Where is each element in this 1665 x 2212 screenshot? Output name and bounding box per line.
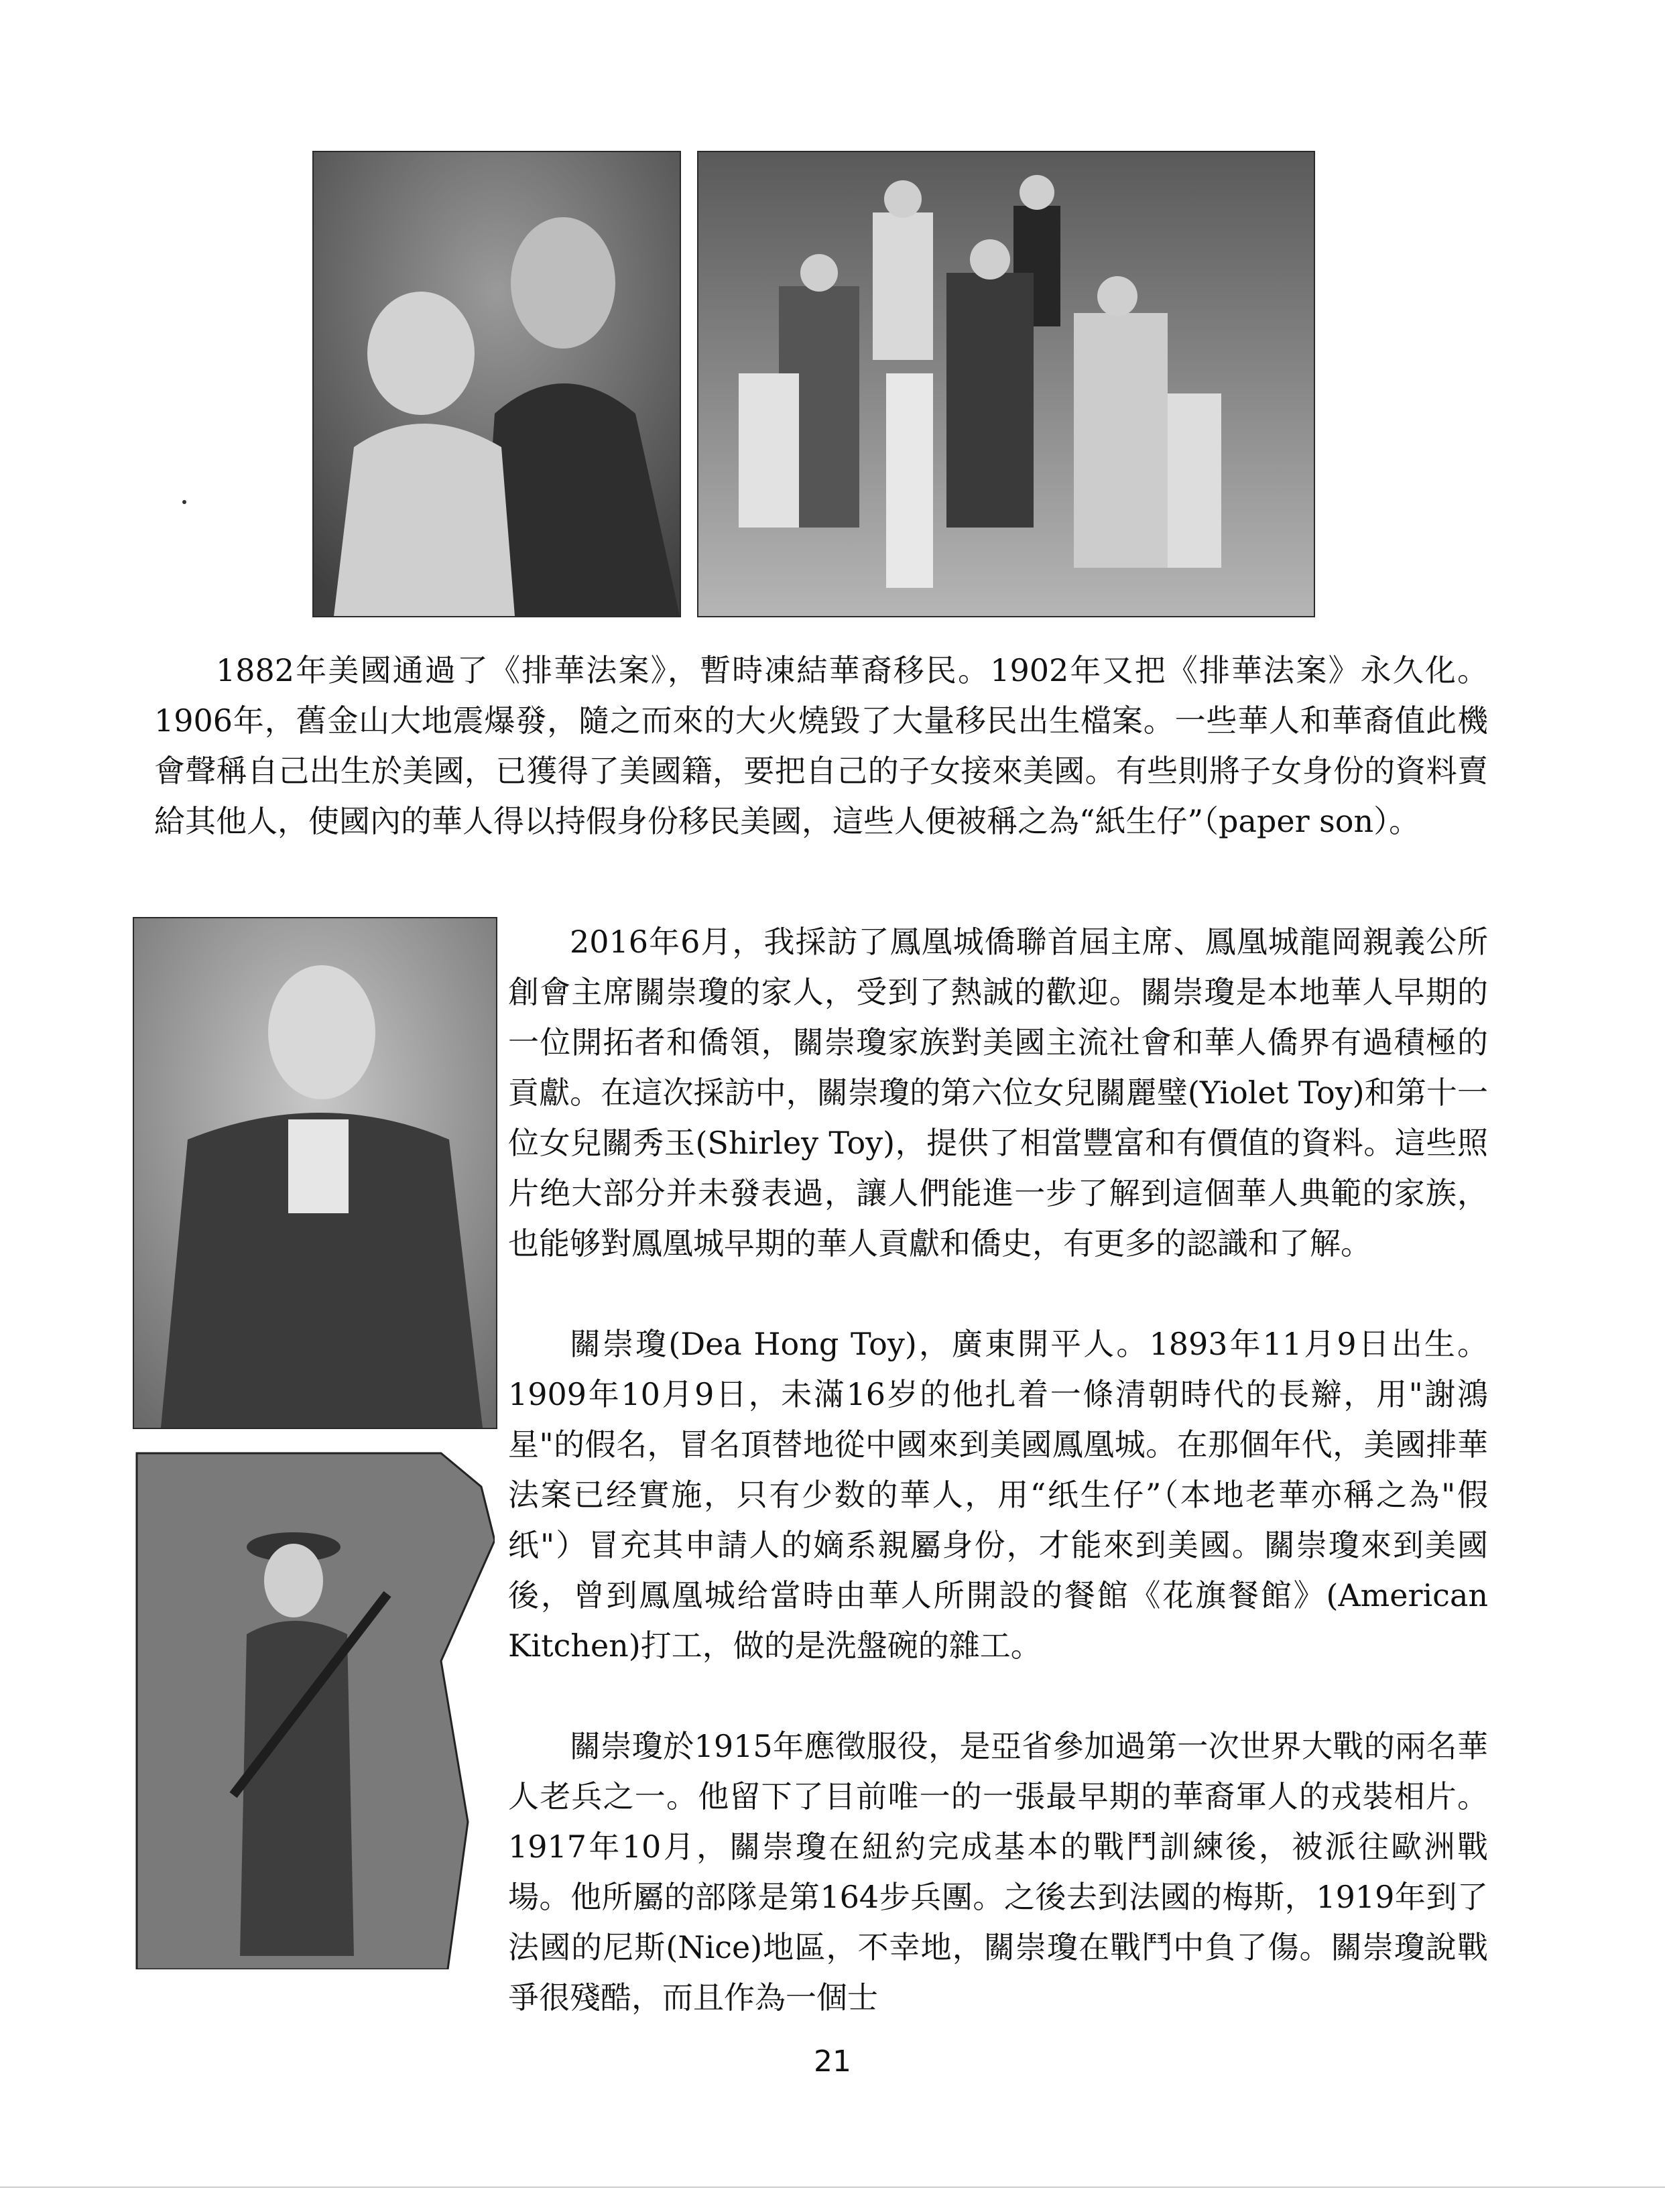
young-man-photo — [133, 917, 497, 1429]
couple-photo — [312, 151, 681, 617]
couple-photo-image — [314, 152, 680, 616]
page-number: 21 — [814, 2044, 851, 2079]
soldier-photo-image — [133, 1447, 495, 1969]
paragraph-interview: 2016年6月，我採訪了鳳凰城僑聯首屆主席、鳳凰城龍岡親義公所創會主席關崇瓊的家人，受到了熱誠的歡迎。關崇瓊是本地華人早期的一位開拓者和僑領，關崇瓊家族對美國主流社會和華人僑界有過積極的貢獻。在這次採訪中，關崇瓊的第六位女兒關麗璧(Yiolet Toy)和第十一位女兒關秀玉(Shirley Toy)，提供了相當豐富和有價值的資料。這些照片绝大部分并未發表過，讓人們能進一步了解到這個華人典範的家族，也能够對鳳凰城早期的華人貢獻和僑史，有更多的認識和了解。 — [508, 924, 1488, 1262]
family-photo — [697, 151, 1315, 617]
family-photo-image — [698, 152, 1314, 616]
scan-edge-line — [0, 2187, 1665, 2188]
paragraph-exclusion-act: 1882年美國通過了《排華法案》，暫時凍結華裔移民。1902年又把《排華法案》永久化。1906年，舊金山大地震爆發，隨之而來的大火燒毀了大量移民出生檔案。一些華人和華裔值此機會聲稱自己出生於美國，已獲得了美國籍，要把自己的子女接來美國。有些則將子女身份的資料賣給其他人，使國內的華人得以持假身份移民美國，這些人便被稱之為“紙生仔”（paper son）。 — [154, 652, 1488, 839]
paragraph-military-service: 關崇瓊於1915年應徵服役，是亞省參加過第一次世界大戰的兩名華人老兵之一。他留下了目前唯一的一張最早期的華裔軍人的戎裝相片。1917年10月，關崇瓊在紐約完成基本的戰鬥訓練後，被派往歐洲戰場。他所屬的部隊是第164步兵團。之後去到法國的梅斯，1919年到了法國的尼斯(Nice)地區，不幸地，關崇瓊在戰鬥中負了傷。關崇瓊說戰爭很殘酷，而且作為一個士 — [508, 1728, 1488, 2016]
paragraph-biography: 關崇瓊(Dea Hong Toy)，廣東開平人。1893年11月9日出生。1909年10月9日，未滿16岁的他扎着一條清朝時代的長辮，用"謝鴻星"的假名，冒名頂替地從中國來到美國鳳凰城。在那個年代，美國排華法案已经實施，只有少数的華人，用“纸生仔”（本地老華亦稱之為"假纸"）冒充其申請人的嫡系親屬身份，才能來到美國。關崇瓊來到美國後，曾到鳳凰城给當時由華人所開設的餐館《花旗餐館》(American Kitchen)打工，做的是洗盤碗的雜工。 — [508, 1326, 1488, 1664]
soldier-photo — [133, 1447, 495, 1969]
stray-mark — [182, 500, 186, 504]
young-man-photo-image — [134, 918, 496, 1428]
